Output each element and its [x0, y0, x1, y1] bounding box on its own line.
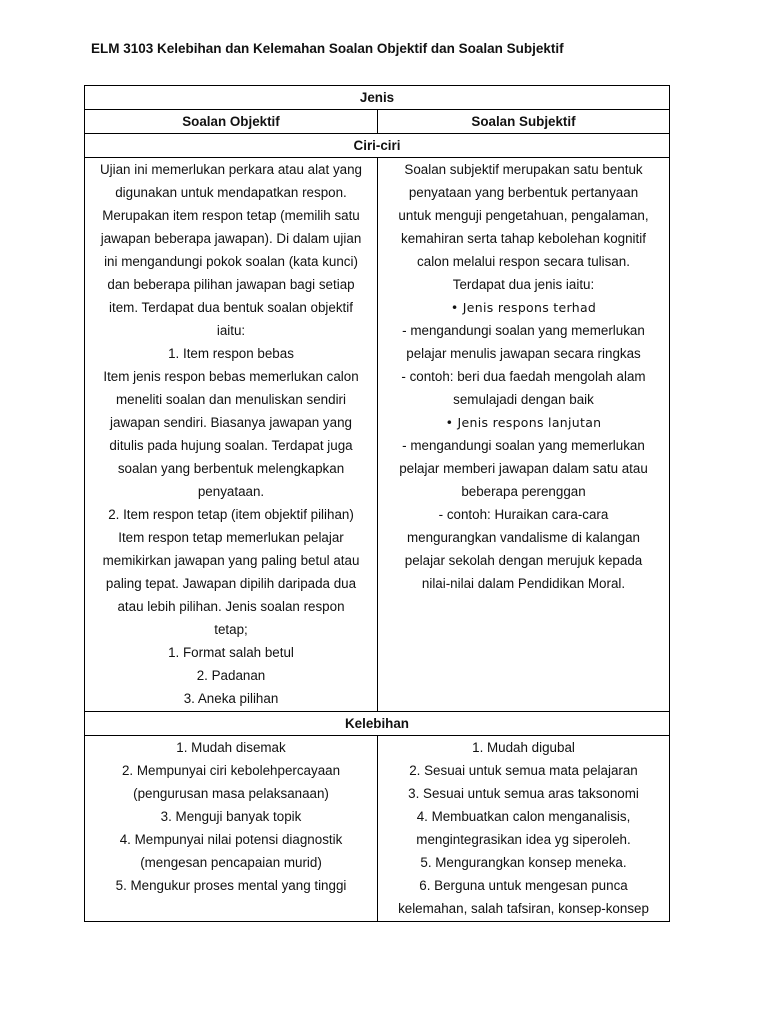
text-line: semulajadi dengan baik: [453, 392, 594, 407]
text-line: 3. Aneka pilihan: [183, 691, 279, 706]
text-line: pelajar sekolah dengan merujuk kepada: [404, 553, 643, 568]
text-line: atau lebih pilihan. Jenis soalan respon: [117, 599, 345, 614]
text-line: meneliti soalan dan menuliskan sendiri: [115, 392, 346, 407]
jenis-header-row: [85, 86, 670, 110]
text-line: calon melalui respon secara tulisan.: [417, 254, 630, 269]
kelebihan-objektif-cell: [85, 736, 378, 922]
text-line: item. Terdapat dua bentuk soalan objektif: [109, 300, 353, 315]
bullet-line: • Jenis respons terhad: [450, 300, 597, 315]
text-line: 5. Mengukur proses mental yang tinggi: [115, 878, 347, 893]
text-line: memikirkan jawapan yang paling betul atau: [102, 553, 360, 568]
text-line: 2. Sesuai untuk semua mata pelajaran: [409, 763, 638, 778]
text-line: - mengandungi soalan yang memerlukan: [402, 323, 645, 338]
ciri-subjektif-text: [382, 158, 665, 596]
text-line: 6. Berguna untuk mengesan punca: [419, 878, 628, 893]
text-line: pelajar menulis jawapan secara ringkas: [406, 346, 641, 361]
text-line: Soalan subjektif merupakan satu bentuk: [404, 162, 643, 177]
col-header-subjektif: Soalan Subjektif: [378, 110, 670, 134]
text-line: 1. Item respon bebas: [168, 346, 294, 361]
text-line: 4. Mempunyai nilai potensi diagnostik: [119, 832, 343, 847]
kelebihan-subjektif-cell: [378, 736, 670, 922]
text-line: Merupakan item respon tetap (memilih satu: [102, 208, 360, 223]
text-line: 1. Mudah disemak: [176, 740, 286, 755]
kelebihan-objektif-text: [89, 736, 373, 898]
text-line: iaitu:: [216, 323, 246, 338]
jenis-header: Jenis: [85, 86, 670, 110]
ciri-content-row: [85, 158, 670, 712]
text-line: digunakan untuk mendapatkan respon.: [115, 185, 347, 200]
text-line: paling tepat. Jawapan dipilih daripada dua: [105, 576, 357, 591]
text-line: untuk menguji pengetahuan, pengalaman,: [398, 208, 649, 223]
text-line: - contoh: beri dua faedah mengolah alam: [401, 369, 646, 384]
text-line: kemahiran serta tahap kebolehan kognitif: [401, 231, 646, 246]
text-line: 1. Mudah digubal: [472, 740, 575, 755]
comparison-table: [84, 85, 670, 922]
text-line: ditulis pada hujung soalan. Terdapat juga: [109, 438, 353, 453]
text-line: dan beberapa pilihan jawapan bagi setiap: [107, 277, 355, 292]
text-line: Item jenis respon bebas memerlukan calon: [103, 369, 359, 384]
kelebihan-header-row: [85, 712, 670, 736]
column-header-row: [85, 110, 670, 134]
kelebihan-subjektif-text: [382, 736, 665, 921]
text-line: jawapan beberapa jawapan). Di dalam ujian: [100, 231, 362, 246]
kelebihan-header: Kelebihan: [85, 712, 670, 736]
text-line: penyataan.: [197, 484, 265, 499]
ciri-objektif-text: [89, 158, 373, 711]
text-line: soalan yang berbentuk melengkapkan: [117, 461, 345, 476]
text-line: (mengesan pencapaian murid): [140, 855, 322, 870]
text-line: nilai-nilai dalam Pendidikan Moral.: [421, 576, 626, 591]
bullet-line: • Jenis respons lanjutan: [445, 415, 602, 430]
text-line: 2. Mempunyai ciri kebolehpercayaan: [121, 763, 341, 778]
text-line: Terdapat dua jenis iaitu:: [452, 277, 595, 292]
text-line: tetap;: [214, 622, 248, 637]
document-title: ELM 3103 Kelebihan dan Kelemahan Soalan Objektif dan Soalan Subjektif: [91, 41, 564, 56]
ciri-objektif-cell: [85, 158, 378, 712]
text-line: ini mengandungi pokok soalan (kata kunci): [104, 254, 358, 269]
text-line: 4. Membuatkan calon menganalisis,: [416, 809, 631, 824]
ciri-header: Ciri-ciri: [85, 134, 670, 158]
ciri-header-row: [85, 134, 670, 158]
text-line: jawapan sendiri. Biasanya jawapan yang: [110, 415, 352, 430]
text-line: mengintegrasikan idea yg siperoleh.: [416, 832, 631, 847]
text-line: kelemahan, salah tafsiran, konsep-konsep: [398, 901, 649, 916]
text-line: mengurangkan vandalisme di kalangan: [406, 530, 640, 545]
text-line: 2. Padanan: [196, 668, 266, 683]
text-line: Ujian ini memerlukan perkara atau alat yang: [99, 162, 362, 177]
text-line: 2. Item respon tetap (item objektif pilihan): [108, 507, 354, 522]
text-line: 3. Sesuai untuk semua aras taksonomi: [408, 786, 639, 801]
text-line: pelajar memberi jawapan dalam satu atau: [399, 461, 648, 476]
ciri-subjektif-cell: [378, 158, 670, 712]
text-line: 5. Mengurangkan konsep meneka.: [420, 855, 627, 870]
text-line: 3. Menguji banyak topik: [160, 809, 302, 824]
text-line: 1. Format salah betul: [168, 645, 294, 660]
col-header-objektif: Soalan Objektif: [85, 110, 378, 134]
text-line: (pengurusan masa pelaksanaan): [133, 786, 329, 801]
text-line: beberapa perenggan: [461, 484, 586, 499]
text-line: - contoh: Huraikan cara-cara: [438, 507, 609, 522]
kelebihan-content-row: [85, 736, 670, 922]
text-line: - mengandungi soalan yang memerlukan: [402, 438, 645, 453]
text-line: penyataan yang berbentuk pertanyaan: [408, 185, 639, 200]
text-line: Item respon tetap memerlukan pelajar: [118, 530, 344, 545]
